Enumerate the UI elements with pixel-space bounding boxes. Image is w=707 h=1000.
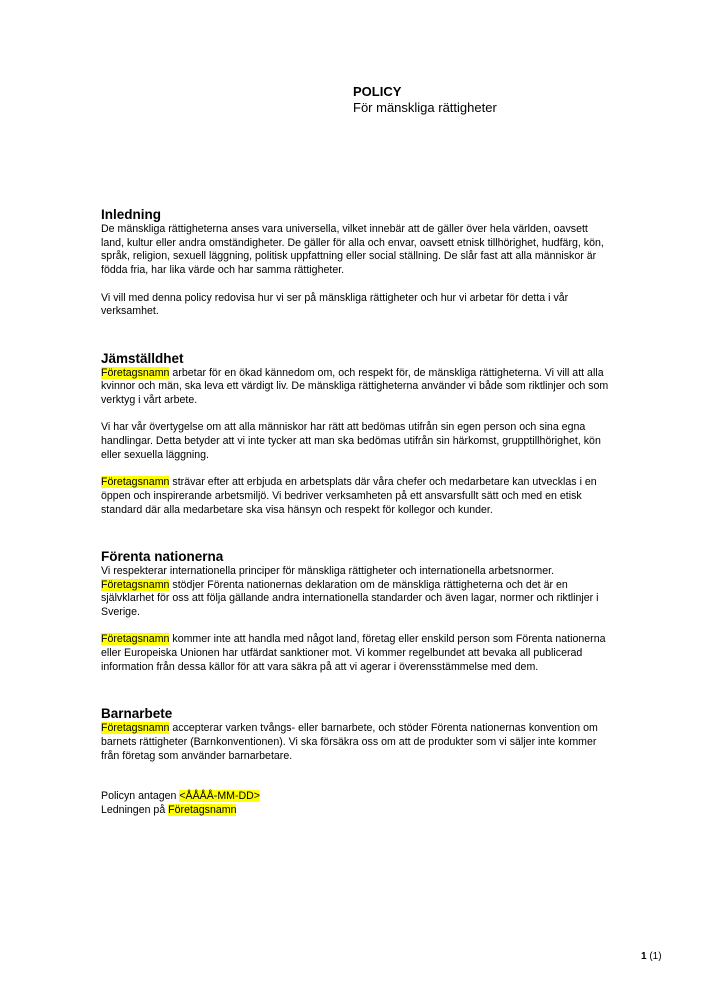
page-number: 1 (1) [641, 951, 662, 962]
paragraph: Företagsnamn arbetar för en ökad kännedom om, och respekt för, de mänskliga rättigheterna. Vi vill att alla kvinnor och män, ska leva ett värdigt liv. De mänskliga rättigheterna använder vi både som riktlinjer och som verktyg i vårt arbete. [101, 366, 609, 406]
document-body [101, 206, 611, 817]
section-heading: Barnarbete [101, 706, 173, 722]
paragraph: De mänskliga rättigheterna anses vara universella, vilket innebär att de gäller över hela världen, oavsett land, kultur eller andra omständigheter. De gäller för alla och envar, oavsett etnisk tillhörighet, hudfärg, kön, språk, religion, sexuell läggning, politisk uppfattning eller social ställning. De slår fast att alla människor är födda fria, har lika värde och har samma rättigheter. [101, 223, 604, 277]
document-subtitle: För mänskliga rättigheter [353, 100, 497, 115]
paragraph: Vi har vår övertygelse om att alla människor har rätt att bedömas utifrån sin egen person och sina egna handlingar. Detta betyder att vi inte tycker att man ska bedömas utifrån sin härkomst, grupptillhörighet, kön eller sexuella läggning. [101, 421, 601, 461]
paragraph: Vi respekterar internationella principer för mänskliga rättigheter och internationella arbetsnormer. Företagsnamn stödjer Förenta nationernas deklaration om de mänskliga rättigheterna och det är en självklarhet för oss att följa gällande andra internationella standarder och även lagar, normer och riktlinjer i Sverige. [101, 564, 599, 619]
section-heading: Inledning [101, 207, 161, 222]
adoption-line: Policyn antagen <ÅÅÅÅ-MM-DD> [101, 790, 260, 803]
title-block [353, 84, 497, 116]
document-title: POLICY [353, 84, 402, 99]
section-inledning [101, 206, 611, 319]
section-heading: Jämställdhet [101, 350, 184, 366]
company-placeholder: Företagsnamn [101, 476, 170, 489]
management-line: Ledningen på Företagsnamn [101, 803, 237, 816]
paragraph: Vi vill med denna policy redovisa hur vi ser på mänskliga rättigheter och hur vi arbetar för detta i vår verksamhet. [101, 291, 569, 318]
section-forenta-nationerna [101, 548, 611, 675]
paragraph: Företagsnamn accepterar varken tvångs- eller barnarbete, och stöder Förenta nationernas konvention om barnets rättigheter (Barnkonventionen). Vi ska försäkra oss om att de produkter som vi säljer inte kommer från företag som använder barnarbetare. [101, 722, 598, 762]
section-barnarbete [101, 705, 611, 763]
section-heading: Förenta nationerna [101, 548, 224, 564]
paragraph: Företagsnamn kommer inte att handla med något land, företag eller enskild person som Förenta nationerna eller Europeiska Unionen har utfärdat sanktioner mot. Vi kommer regelbundet att bevaka all publicerad information från dessa källor för att vara säkra på att vi agerar i överensstämmelse med dem. [101, 633, 606, 673]
company-placeholder: Företagsnamn [101, 633, 170, 646]
company-placeholder: Företagsnamn [101, 578, 170, 591]
company-placeholder: Företagsnamn [101, 722, 170, 735]
company-placeholder: Företagsnamn [101, 366, 170, 379]
company-placeholder: Företagsnamn [168, 803, 237, 816]
section-jamstalldhet [101, 350, 611, 518]
paragraph: Företagsnamn strävar efter att erbjuda en arbetsplats där våra chefer och medarbetare kan utvecklas i en öppen och inspirerande arbetsmiljö. Vi bedriver verksamheten på ett ansvarsfullt sätt och med en etisk standard där alla medarbetare ska visa hänsyn och respekt för kollegor och kunder. [101, 476, 597, 516]
date-placeholder: <ÅÅÅÅ-MM-DD> [179, 790, 260, 803]
signature-block [101, 790, 611, 817]
